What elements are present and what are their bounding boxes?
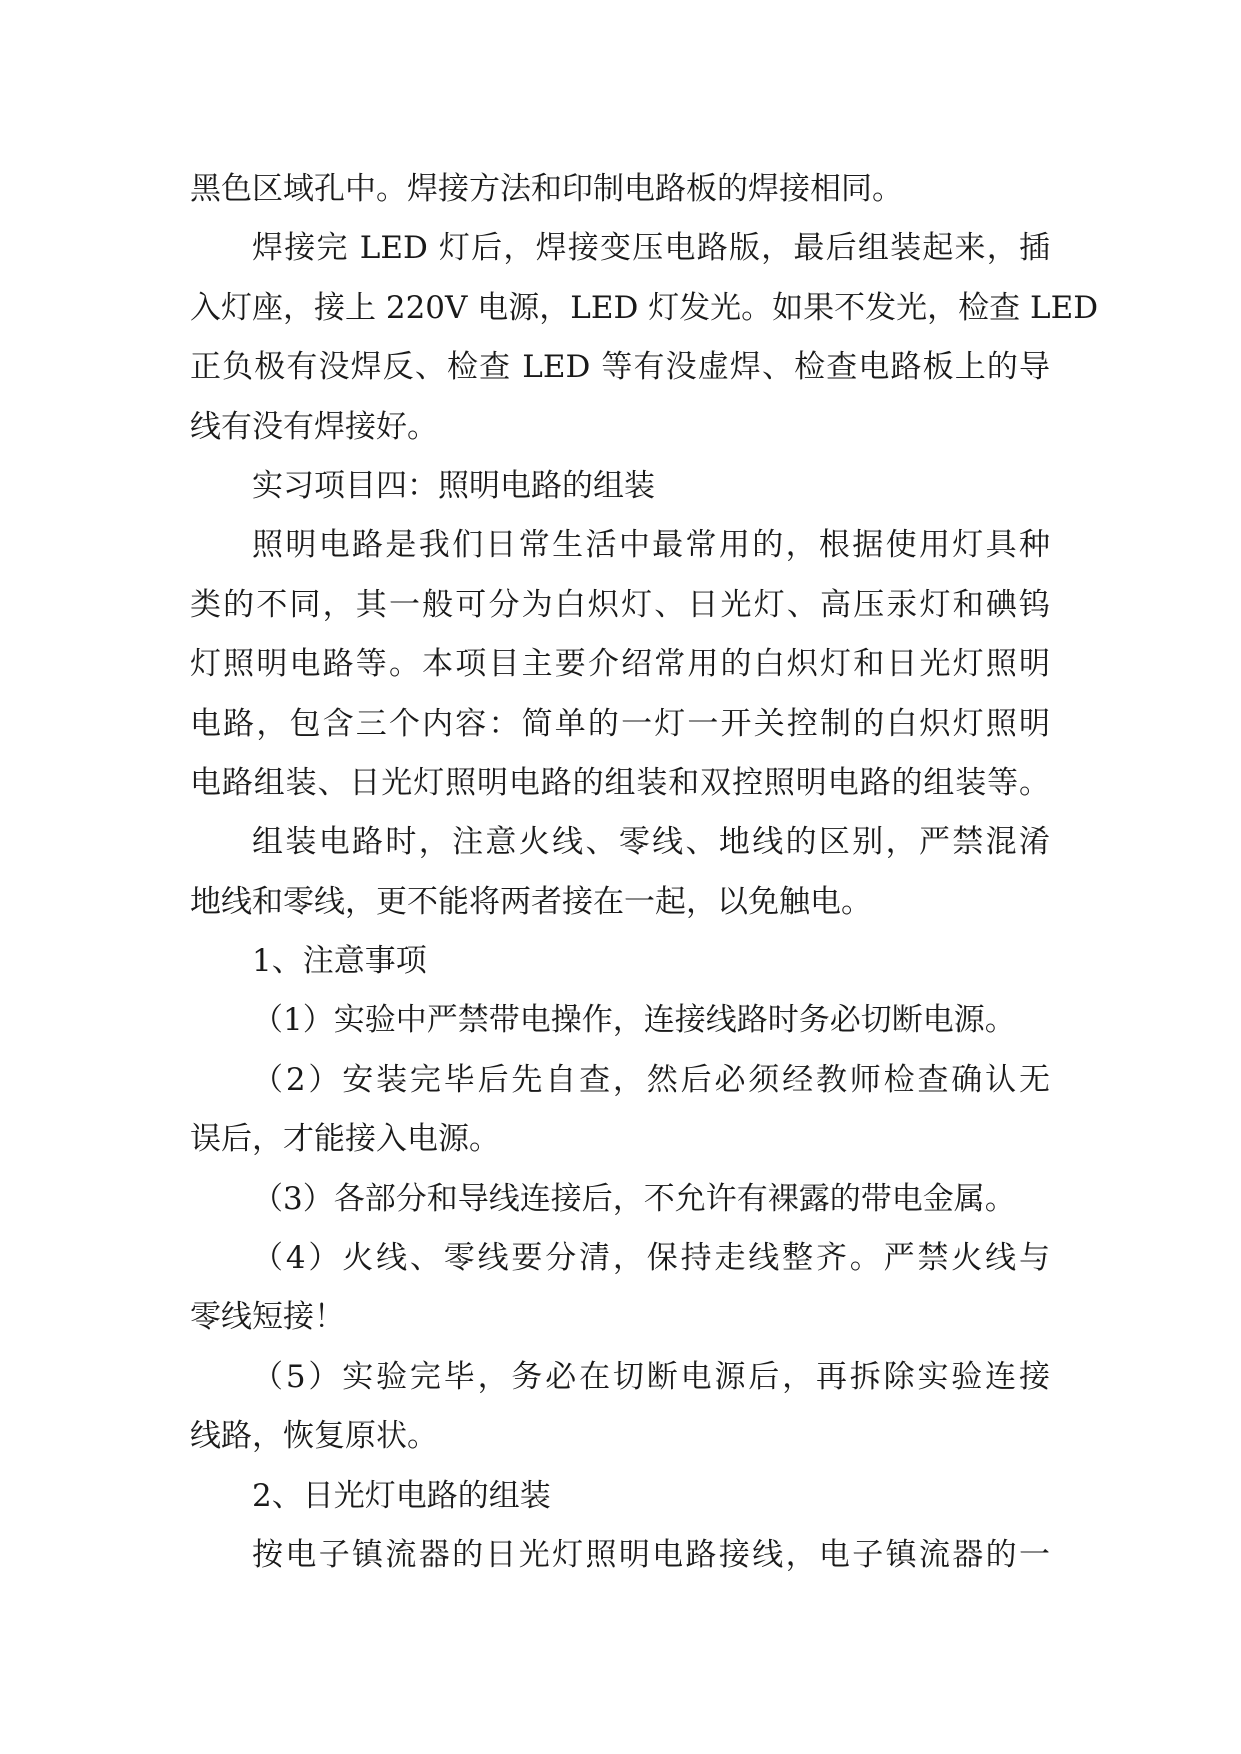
text-line: 电路，包含三个内容：简单的一灯一开关控制的白炽灯照明 bbox=[190, 705, 1050, 742]
text-line: 黑色区域孔中。焊接方法和印制电路板的焊接相同。 bbox=[190, 171, 903, 207]
list-item: （3）各部分和导线连接后，不允许有裸露的带电金属。 bbox=[252, 1180, 1016, 1217]
list-item: （4）火线、零线要分清，保持走线整齐。严禁火线与 bbox=[252, 1240, 1050, 1277]
body-text bbox=[190, 160, 1099, 1585]
list-item: （5）实验完毕，务必在切断电源后，再拆除实验连接 bbox=[252, 1358, 1050, 1395]
section-heading: 实习项目四：照明电路的组装 bbox=[252, 467, 655, 504]
text-line: 入灯座，接上 220V 电源，LED 灯发光。如果不发光，检查 LED bbox=[190, 289, 1099, 326]
text-line: 照明电路是我们日常生活中最常用的，根据使用灯具种 bbox=[252, 527, 1050, 564]
list-item: （1）实验中严禁带电操作，连接线路时务必切断电源。 bbox=[252, 1002, 1016, 1039]
text-line: 灯照明电路等。本项目主要介绍常用的白炽灯和日光灯照明 bbox=[190, 646, 1050, 683]
text-line: 地线和零线，更不能将两者接在一起，以免触电。 bbox=[190, 883, 872, 920]
subsection-heading: 2、日光灯电路的组装 bbox=[252, 1477, 551, 1514]
list-item: （2）安装完毕后先自查，然后必须经教师检查确认无 bbox=[252, 1061, 1050, 1098]
text-line: 电路组装、日光灯照明电路的组装和双控照明电路的组装等。 bbox=[190, 764, 1050, 801]
text-line: 误后，才能接入电源。 bbox=[190, 1121, 500, 1158]
text-line: 正负极有没焊反、检查 LED 等有没虚焊、检查电路板上的导 bbox=[190, 349, 1050, 386]
text-line: 线有没有焊接好。 bbox=[190, 408, 438, 445]
text-line: 线路，恢复原状。 bbox=[190, 1418, 438, 1455]
subsection-heading: 1、注意事项 bbox=[252, 943, 427, 980]
text-line: 按电子镇流器的日光灯照明电路接线，电子镇流器的一 bbox=[252, 1536, 1050, 1573]
text-line: 类的不同，其一般可分为白炽灯、日光灯、高压汞灯和碘钨 bbox=[190, 586, 1050, 623]
text-line: 组装电路时，注意火线、零线、地线的区别，严禁混淆 bbox=[252, 824, 1050, 861]
text-line: 零线短接！ bbox=[190, 1299, 345, 1336]
text-line: 焊接完 LED 灯后，焊接变压电路版，最后组装起来，插 bbox=[252, 230, 1050, 267]
